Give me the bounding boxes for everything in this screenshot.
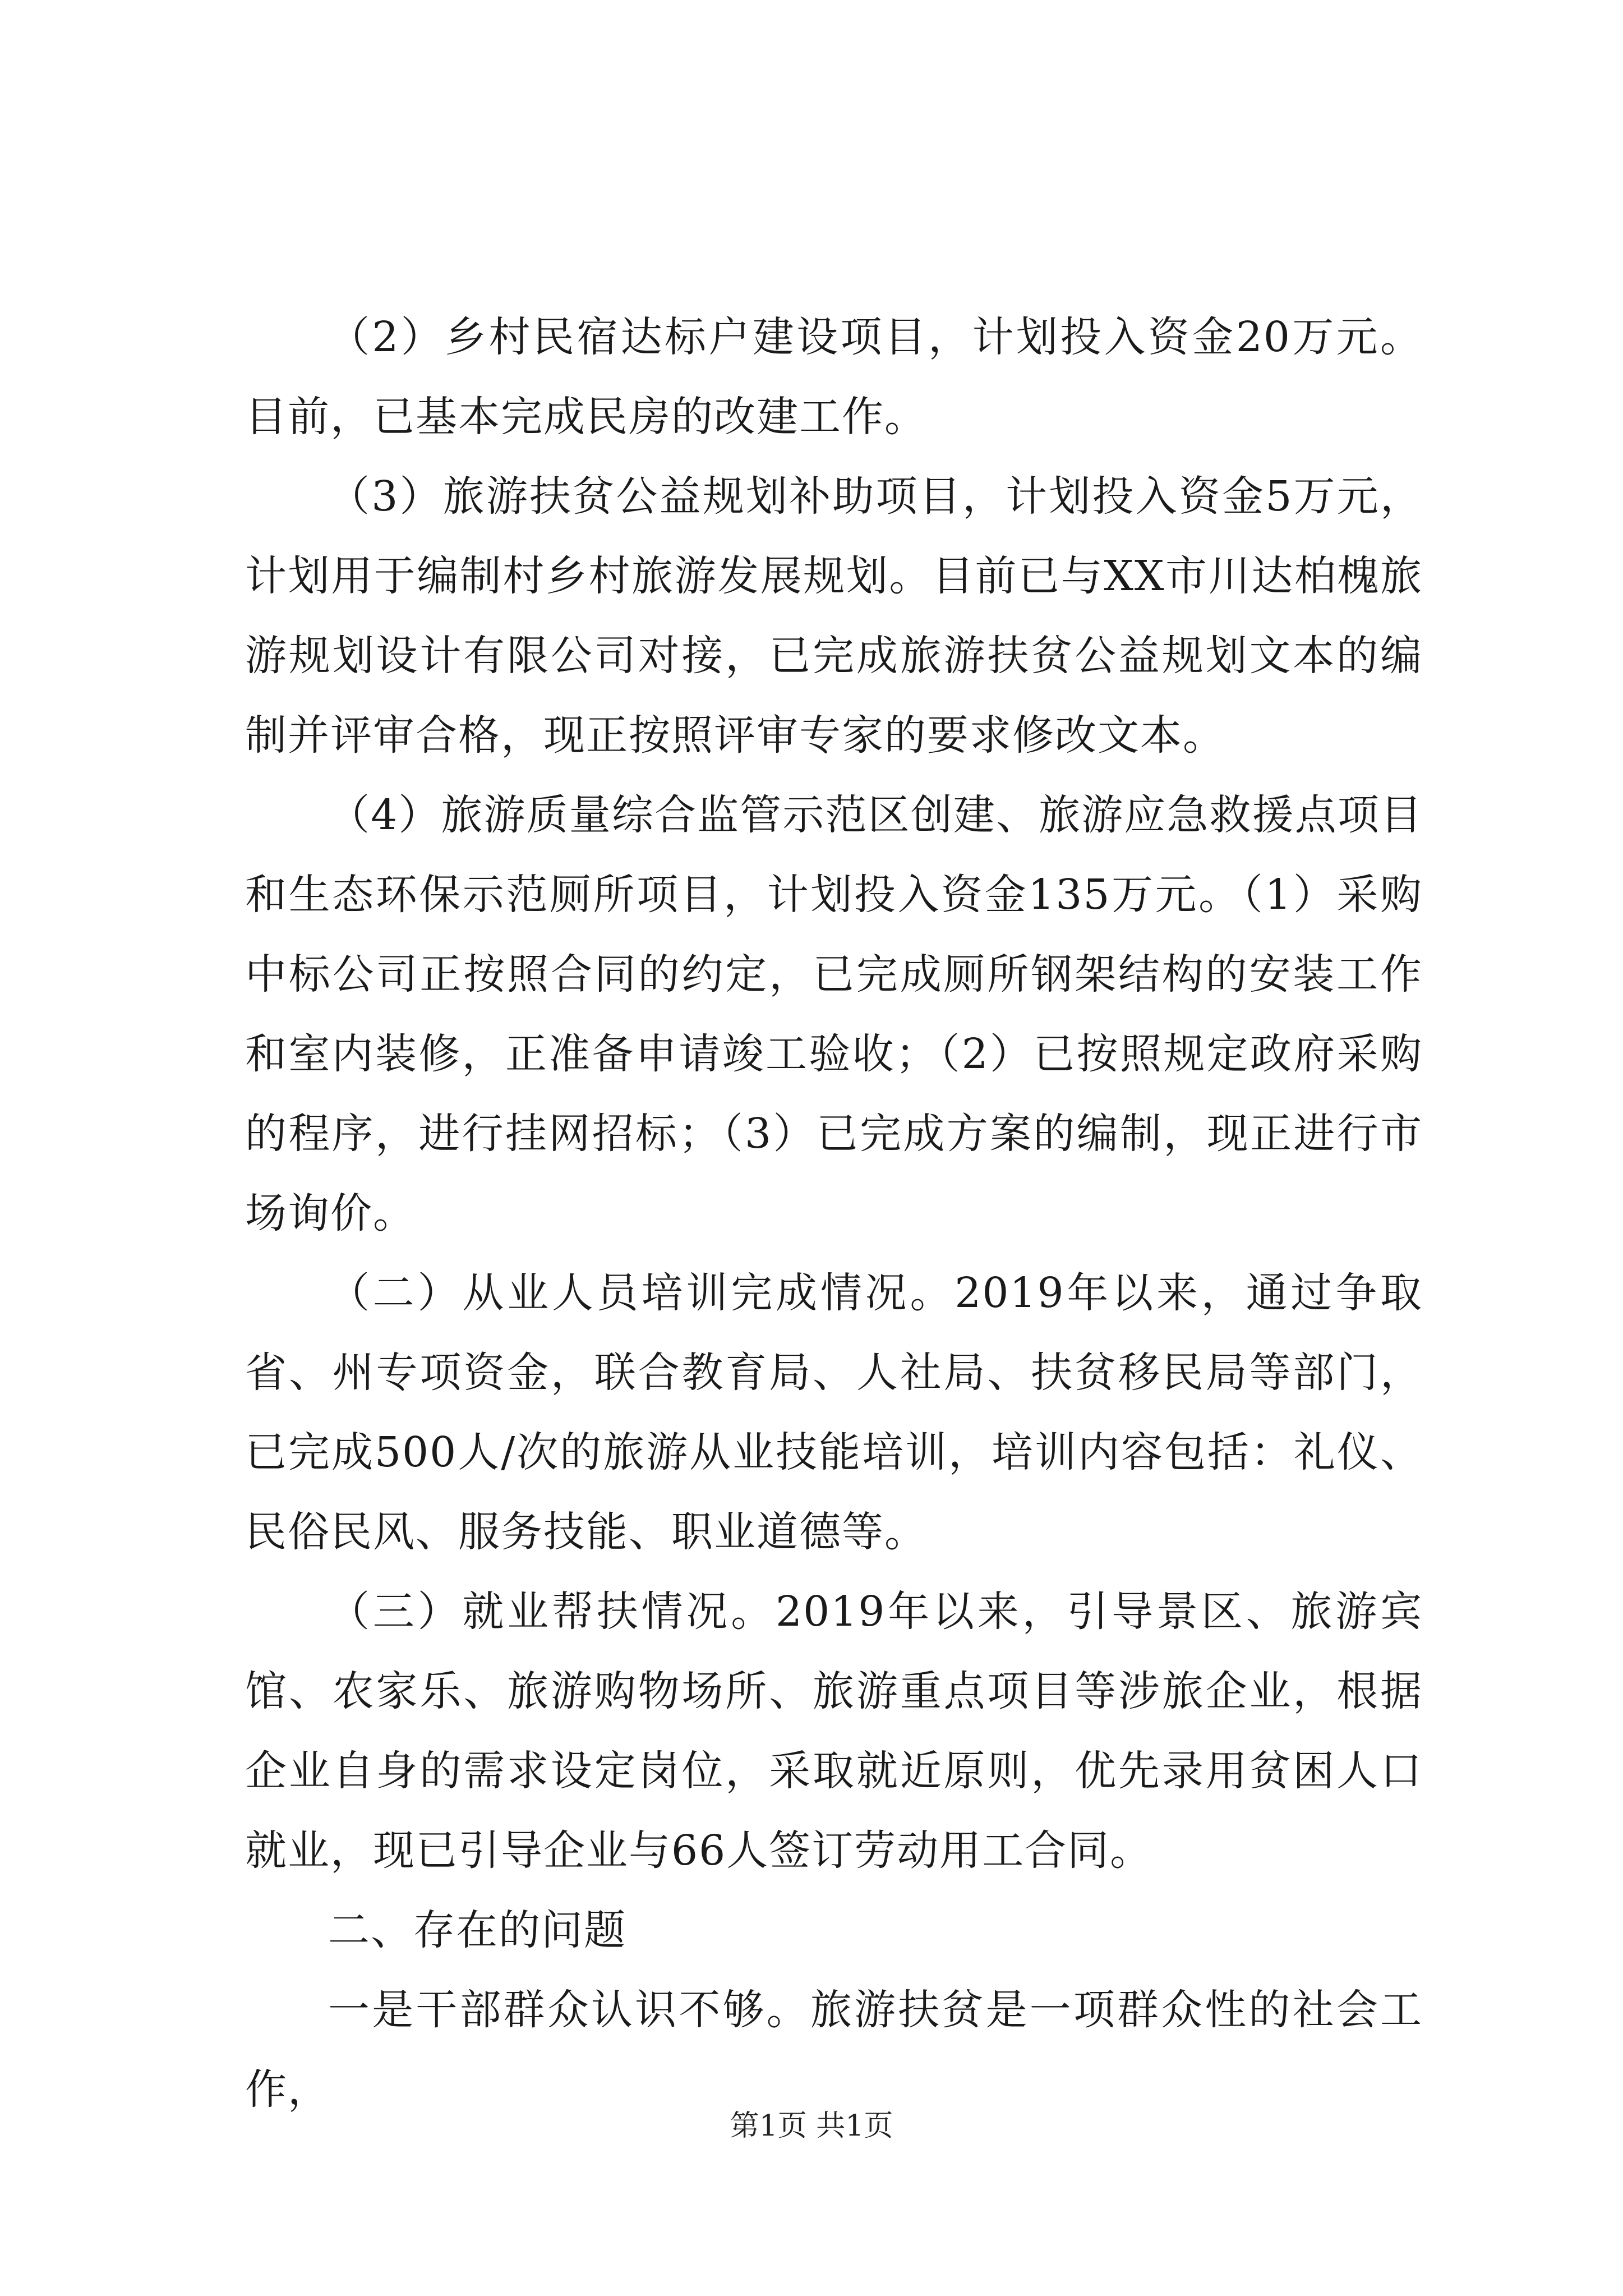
paragraph-quality-supervision: （4）旅游质量综合监管示范区创建、旅游应急救援点项目和生态环保示范厕所项目，计划投入资金135万元。（1）采购中标公司正按照合同的约定，已完成厕所钢架结构的安装工作和室内装修，正准备申请竣工验收；（2）已按照规定政府采购的程序，进行挂网招标；（3）已完成方案的编制，现正进行市场询价。 [245, 791, 1423, 1237]
paragraph-employment-support: （三）就业帮扶情况。2019年以来，引导景区、旅游宾馆、农家乐、旅游购物场所、旅游重点项目等涉旅企业，根据企业自身的需求设定岗位，采取就近原则，优先录用贫困人口就业，现已引导企业与66人签订劳动用工合同。 [245, 1588, 1423, 1875]
page-footer: 第1页 共1页 [730, 2109, 893, 2143]
paragraph-planning-subsidy: （3）旅游扶贫公益规划补助项目，计划投入资金5万元，计划用于编制村乡村旅游发展规划。目前已与XX市川达柏槐旅游规划设计有限公司对接，已完成旅游扶贫公益规划文本的编制并评审合格，现正按照评审专家的要求修改文本。 [245, 472, 1423, 760]
document-body [245, 297, 1423, 2129]
section-heading-problems: 二、存在的问题 [328, 1906, 626, 1954]
paragraph-staff-training: （二）从业人员培训完成情况。2019年以来，通过争取省、州专项资金，联合教育局、人社局、扶贫移民局等部门，已完成500人/次的旅游从业技能培训，培训内容包括：礼仪、民俗民风、服务技能、职业道德等。 [245, 1269, 1423, 1556]
paragraph-homestay-project: （2）乡村民宿达标户建设项目，计划投入资金20万元。目前，已基本完成民房的改建工作。 [245, 313, 1423, 441]
paragraph-awareness-issue: 一是干部群众认识不够。旅游扶贫是一项群众性的社会工作， [245, 1986, 1423, 2114]
